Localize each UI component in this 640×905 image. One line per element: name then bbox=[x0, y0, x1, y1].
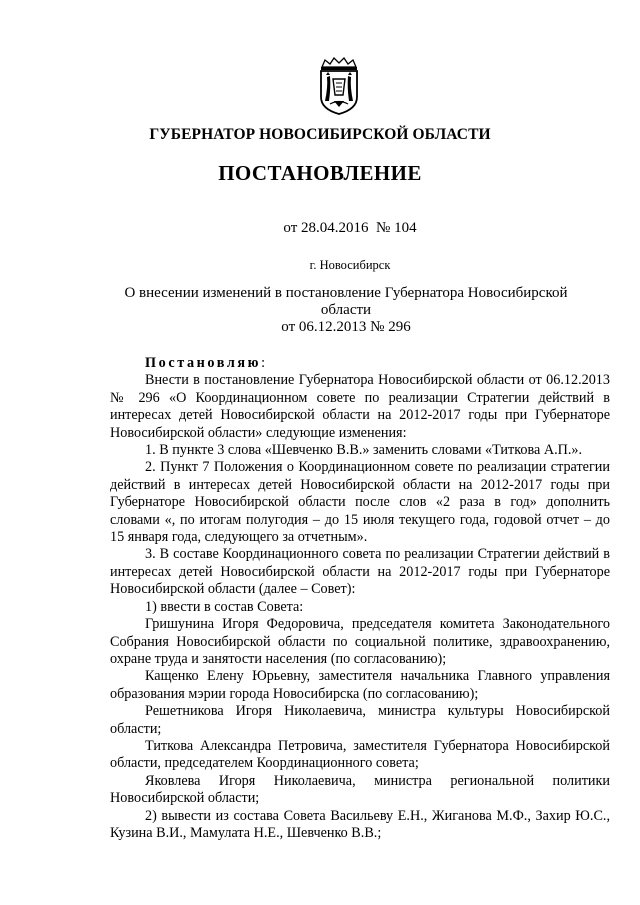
body-paragraph: 1. В пункте 3 слова «Шевченко В.В.» заменить словами «Титкова А.П.». bbox=[145, 442, 583, 459]
subject-line: О внесении изменений в постановление Губернатора Новосибирской области bbox=[124, 285, 568, 318]
coat-of-arms-icon bbox=[316, 57, 362, 115]
subject-line: от 06.12.2013 № 296 bbox=[281, 319, 411, 335]
body-paragraph: 1) ввести в состав Совета: bbox=[145, 598, 304, 615]
document-body bbox=[110, 355, 610, 842]
body-paragraph: Титкова Александра Петровича, заместителя Губернатора Новосибирской области, председателем Координационного совета; bbox=[110, 737, 610, 772]
document-date-number: от 28.04.2016 № 104 bbox=[283, 220, 417, 236]
document-subject bbox=[110, 285, 582, 336]
body-paragraph: Кащенко Елену Юрьевну, заместителя начальника Главного управления образования мэрии города Новосибирска (по согласованию); bbox=[110, 668, 610, 702]
decree-heading bbox=[110, 355, 610, 372]
body-paragraph: 2. Пункт 7 Положения о Координационном совете по реализации стратегии действий в интересах детей Новосибирской области на 2012-2017 годы при Губернаторе Новосибирской области после слов «2 раза в год» дополнить словами «, по итогам полугодия – до 15 июля текущего года, годовой отчет – до 15 января года, следующего за отчетным». bbox=[110, 459, 610, 546]
authority-title: ГУБЕРНАТОР НОВОСИБИРСКОЙ ОБЛАСТИ bbox=[149, 126, 491, 143]
document-city: г. Новосибирск bbox=[309, 258, 391, 272]
decree-colon: : bbox=[261, 355, 266, 371]
body-paragraph: 2) вывести из состава Совета Васильеву Е.Н., Жиганова М.Ф., Захир Ю.С., Кузина В.И., Мамулата Н.Е., Шевченко В.В.; bbox=[110, 807, 610, 841]
body-paragraph: Внести в постановление Губернатора Новосибирской области от 06.12.2013 № 296 «О Координационном совете по реализации Стратегии действий в интересах детей Новосибирской области на 2012-2017 годы при Губернаторе Новосибирской области» следующие изменения: bbox=[110, 372, 610, 441]
decree-word: Постановляю bbox=[145, 355, 262, 371]
body-paragraph: Гришунина Игоря Федоровича, председателя комитета Законодательного Собрания Новосибирской области по социальной политике, здравоохранению, охране труда и занятости населения (по согласованию); bbox=[110, 616, 610, 667]
document-type-title: ПОСТАНОВЛЕНИЕ bbox=[218, 161, 422, 185]
body-paragraph: Яковлева Игоря Николаевича, министра региональной политики Новосибирской области; bbox=[110, 772, 610, 807]
body-paragraph: Решетникова Игоря Николаевича, министра культуры Новосибирской области; bbox=[110, 703, 610, 737]
body-paragraph: 3. В составе Координационного совета по реализации Стратегии действий в интересах детей Новосибирской области на 2012-2017 годы при Губернаторе Новосибирской области (далее – Совет): bbox=[110, 546, 610, 598]
